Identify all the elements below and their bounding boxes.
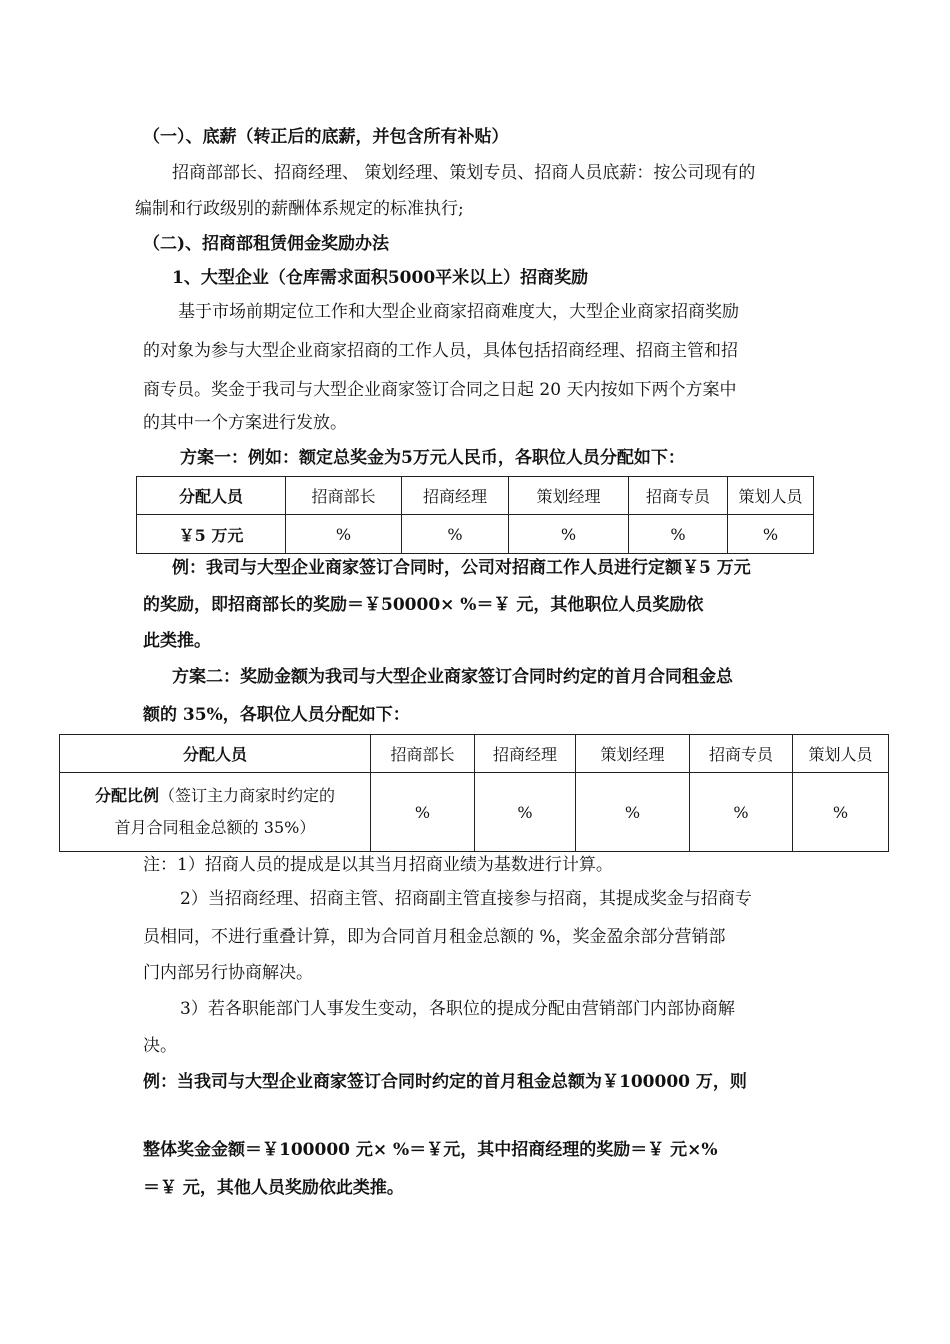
table-cell: 分配人员 xyxy=(137,477,286,515)
final-example-line-3: ＝￥ 元，其他人员奖励依此类推。 xyxy=(143,1178,404,1198)
note-3-line-1: 3）若各职能部门人事发生变动，各职位的提成分配由营销部门内部协商解 xyxy=(180,999,735,1019)
table-cell: % xyxy=(793,773,889,852)
final-example-line-1: 例：当我司与大型企业商家签订合同时约定的首月租金总额为￥100000 万，则 xyxy=(143,1072,747,1092)
table-row xyxy=(137,515,814,554)
note-2-line-1: 2）当招商经理、招商主管、招商副主管直接参与招商，其提成奖金与招商专 xyxy=(180,889,752,909)
paragraph-line-2: 的对象为参与大型企业商家招商的工作人员，具体包括招商经理、招商主管和招 xyxy=(143,341,738,361)
row-label-rest-1: （签订主力商家时约定的 xyxy=(159,786,336,805)
paragraph-line-4: 的其中一个方案进行发放。 xyxy=(143,413,347,433)
plan-1-example-line-2: 的奖励，即招商部长的奖励＝￥50000× %＝￥ 元，其他职位人员奖励依 xyxy=(143,595,704,615)
table-cell: % xyxy=(475,773,576,852)
section-2-subheading: 1、大型企业（仓库需求面积5000平米以上）招商奖励 xyxy=(172,268,589,288)
table-cell: ￥5 万元 xyxy=(137,515,286,554)
plan-1-title: 方案一：例如：额定总奖金为5万元人民币，各职位人员分配如下： xyxy=(180,448,685,468)
plan-2-table xyxy=(59,734,889,852)
table-cell: % xyxy=(690,773,793,852)
note-2-line-2: 员相同，不进行重叠计算，即为合同首月租金总额的 %，奖金盈余部分营销部 xyxy=(143,927,726,947)
note-1: 注：1）招商人员的提成是以其当月招商业绩为基数进行计算。 xyxy=(143,855,613,875)
row-label-rest-2: 首月合同租金总额的 35%） xyxy=(114,818,316,837)
table-cell: % xyxy=(629,515,728,554)
table-cell: % xyxy=(728,515,814,554)
note-3-line-2: 决。 xyxy=(143,1036,177,1056)
table-cell: 策划人员 xyxy=(793,735,889,773)
plan-1-table xyxy=(136,476,814,554)
table-cell: % xyxy=(576,773,690,852)
section-1-heading: （一）、底薪（转正后的底薪，并包含所有补贴） xyxy=(143,127,509,147)
table-cell: 招商经理 xyxy=(475,735,576,773)
table-header-row xyxy=(137,477,814,515)
table-cell: 分配人员 xyxy=(60,735,371,773)
plan-2-title-line-1: 方案二：奖励金额为我司与大型企业商家签订合同时约定的首月合同租金总 xyxy=(172,667,733,687)
table-cell: 招商经理 xyxy=(402,477,509,515)
plan-1-example-line-3: 此类推。 xyxy=(143,631,211,651)
table-cell-label xyxy=(60,773,371,852)
row-label-bold: 分配比例 xyxy=(94,786,159,805)
paragraph-line-1: 基于市场前期定位工作和大型企业商家招商难度大，大型企业商家招商奖励 xyxy=(178,302,739,322)
table-cell: 招商部长 xyxy=(286,477,402,515)
table-cell: 招商专员 xyxy=(629,477,728,515)
section-2-heading: （二)、招商部租赁佣金奖励办法 xyxy=(143,234,390,254)
table-cell: 招商部长 xyxy=(371,735,475,773)
table-cell: % xyxy=(509,515,629,554)
table-row xyxy=(60,773,889,852)
table-cell: 招商专员 xyxy=(690,735,793,773)
plan-1-example-line-1: 例：我司与大型企业商家签订合同时，公司对招商工作人员进行定额￥5 万元 xyxy=(172,558,751,578)
paragraph-line-3: 商专员。奖金于我司与大型企业商家签订合同之日起 20 天内按如下两个方案中 xyxy=(143,380,737,400)
table-cell: % xyxy=(286,515,402,554)
table-cell: % xyxy=(371,773,475,852)
plan-2-title-line-2: 额的 35%，各职位人员分配如下： xyxy=(143,705,410,725)
table-cell: 策划经理 xyxy=(576,735,690,773)
section-1-line-1: 招商部部长、招商经理、 策划经理、策划专员、招商人员底薪：按公司现有的 xyxy=(172,163,756,183)
table-cell: % xyxy=(402,515,509,554)
table-header-row xyxy=(60,735,889,773)
table-cell: 策划人员 xyxy=(728,477,814,515)
note-2-line-3: 门内部另行协商解决。 xyxy=(143,963,313,983)
section-1-line-2: 编制和行政级别的薪酬体系规定的标准执行; xyxy=(135,199,464,219)
final-example-line-2: 整体奖金金额＝￥100000 元× %＝￥元，其中招商经理的奖励＝￥ 元×% xyxy=(143,1140,718,1160)
table-cell: 策划经理 xyxy=(509,477,629,515)
